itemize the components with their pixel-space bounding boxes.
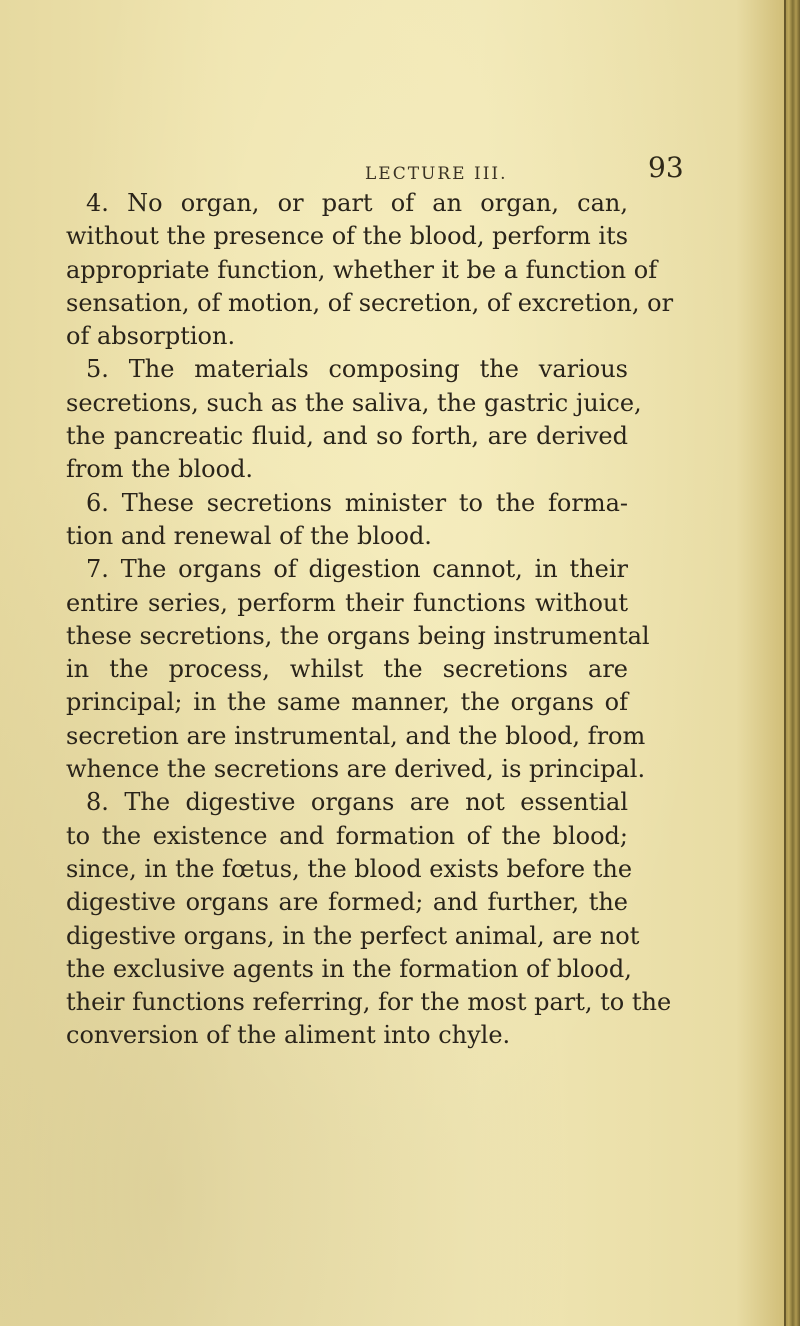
text-line: since, in the fœtus, the blood exists before the (66, 854, 633, 883)
text-line: to the existence and formation of the blood; (66, 821, 628, 850)
text-line: 5. The materials composing the various (86, 355, 628, 384)
paragraph-6 (66, 487, 628, 554)
page-header (0, 0, 800, 190)
text-line: whence the secretions are derived, is principal. (66, 755, 646, 784)
text-line: secretion are instrumental, and the blood, from (66, 721, 646, 750)
text-line: from the blood. (66, 455, 254, 484)
running-head: LECTURE III. (365, 164, 508, 184)
text-line: the pancreatic fluid, and so forth, are derived (66, 422, 628, 451)
text-line: 7. The organs of digestion cannot, in their (86, 555, 628, 584)
text-line: conversion of the aliment into chyle. (66, 1021, 511, 1050)
text-line: without the presence of the blood, perform its (66, 222, 629, 251)
text-line: 8. The digestive organs are not essential (86, 788, 628, 817)
paragraph-7 (66, 553, 650, 786)
paragraph-4 (66, 187, 674, 353)
text-line: digestive organs, in the perfect animal, are not (66, 921, 640, 950)
text-line: digestive organs are formed; and further, the (66, 888, 628, 917)
text-line: their functions referring, for the most part, to the (66, 988, 672, 1017)
text-line: principal; in the same manner, the organs of (66, 688, 628, 717)
page-edge-shadow (784, 0, 800, 1326)
text-line: appropriate function, whether it be a function of (66, 255, 658, 284)
text-line: tion and renewal of the blood. (66, 521, 432, 550)
text-line: in the process, whilst the secretions are (66, 655, 628, 684)
page-edge-line (784, 0, 786, 1326)
text-line: entire series, perform their functions without (66, 588, 628, 617)
text-line: the exclusive agents in the formation of blood, (66, 954, 632, 983)
body-text (66, 187, 674, 1053)
text-line: of absorption. (66, 322, 236, 351)
paragraph-5 (66, 353, 642, 486)
text-line: these secretions, the organs being instrumental (66, 621, 650, 650)
page-number: 93 (648, 151, 684, 184)
text-line: 4. No organ, or part of an organ, can, (86, 189, 628, 217)
text-line: secretions, such as the saliva, the gastric juice, (66, 388, 642, 417)
text-line: 6. These secretions minister to the forma- (86, 488, 628, 517)
text-line: sensation, of motion, of secretion, of excretion, or (66, 288, 674, 317)
paragraph-8 (66, 786, 672, 1052)
